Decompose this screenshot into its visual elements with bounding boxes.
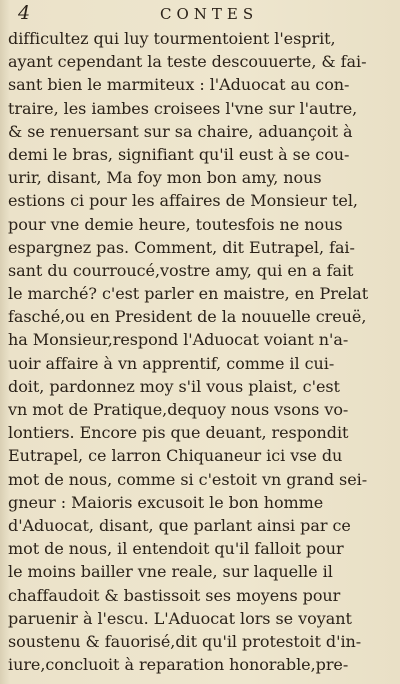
text-line: Eutrapel, ce larron Chiquaneur ici vse du [8, 446, 343, 466]
text-line: doit, pardonnez moy s'il vous plaist, c'est [8, 376, 340, 396]
text-line: pour vne demie heure, toutesfois ne nous [8, 214, 343, 234]
text-line: le moins bailler vne reale, sur laquelle il [8, 562, 333, 582]
text-line: le marché? c'est parler en maistre, en Prelat [8, 284, 369, 304]
text-line: mot de nous, comme si c'estoit vn grand sei- [8, 469, 368, 489]
page-number: 4 [18, 2, 31, 24]
text-line: fasché,ou en President de la nouuelle creuë, [8, 307, 367, 327]
text-line: traire, les iambes croisees l'vne sur l'autre, [8, 98, 358, 118]
text-line: ha Monsieur,respond l'Aduocat voiant n'a- [8, 330, 349, 350]
text-line: uoir affaire à vn apprentif, comme il cui- [8, 353, 335, 373]
text-line: sant bien le marmiteux : l'Aduocat au con- [8, 75, 350, 95]
text-line: lontiers. Encore pis que deuant, respondit [8, 423, 349, 443]
text-line: vn mot de Pratique,dequoy nous vsons vo- [8, 400, 349, 419]
page-header [18, 2, 382, 28]
text-line: espargnez pas. Comment, dit Eutrapel, fai- [8, 237, 355, 257]
text-line: sant du courroucé,vostre amy, qui en a fait [8, 260, 354, 280]
text-line: iure,concluoit à reparation honorable,pre- [8, 655, 349, 675]
text-line: gneur : Maioris excusoit le bon homme [8, 492, 324, 512]
text-line: soustenu & fauorisé,dit qu'il protestoit d'in- [8, 631, 362, 651]
text-line: mot de nous, il entendoit qu'il falloit pour [8, 539, 344, 559]
text-line: paruenir à l'escu. L'Aduocat lors se voyant [8, 608, 352, 628]
text-line: chaffaudoit & bastissoit ses moyens pour [8, 585, 341, 605]
running-title: CONTES [160, 5, 259, 23]
body-text [8, 27, 388, 676]
text-line: estions ci pour les affaires de Monsieur tel, [8, 191, 358, 211]
text-line: urir, disant, Ma foy mon bon amy, nous [8, 168, 322, 188]
text-line: & se renuersant sur sa chaire, aduançoit à [8, 121, 353, 141]
text-line: d'Aduocat, disant, que parlant ainsi par ce [8, 515, 351, 535]
text-line: demi le bras, signifiant qu'il eust à se cou- [8, 144, 350, 164]
text-line: difficultez qui luy tourmentoient l'esprit, [8, 29, 336, 48]
text-line: ayant cependant la teste descouuerte, & fai- [8, 52, 367, 72]
